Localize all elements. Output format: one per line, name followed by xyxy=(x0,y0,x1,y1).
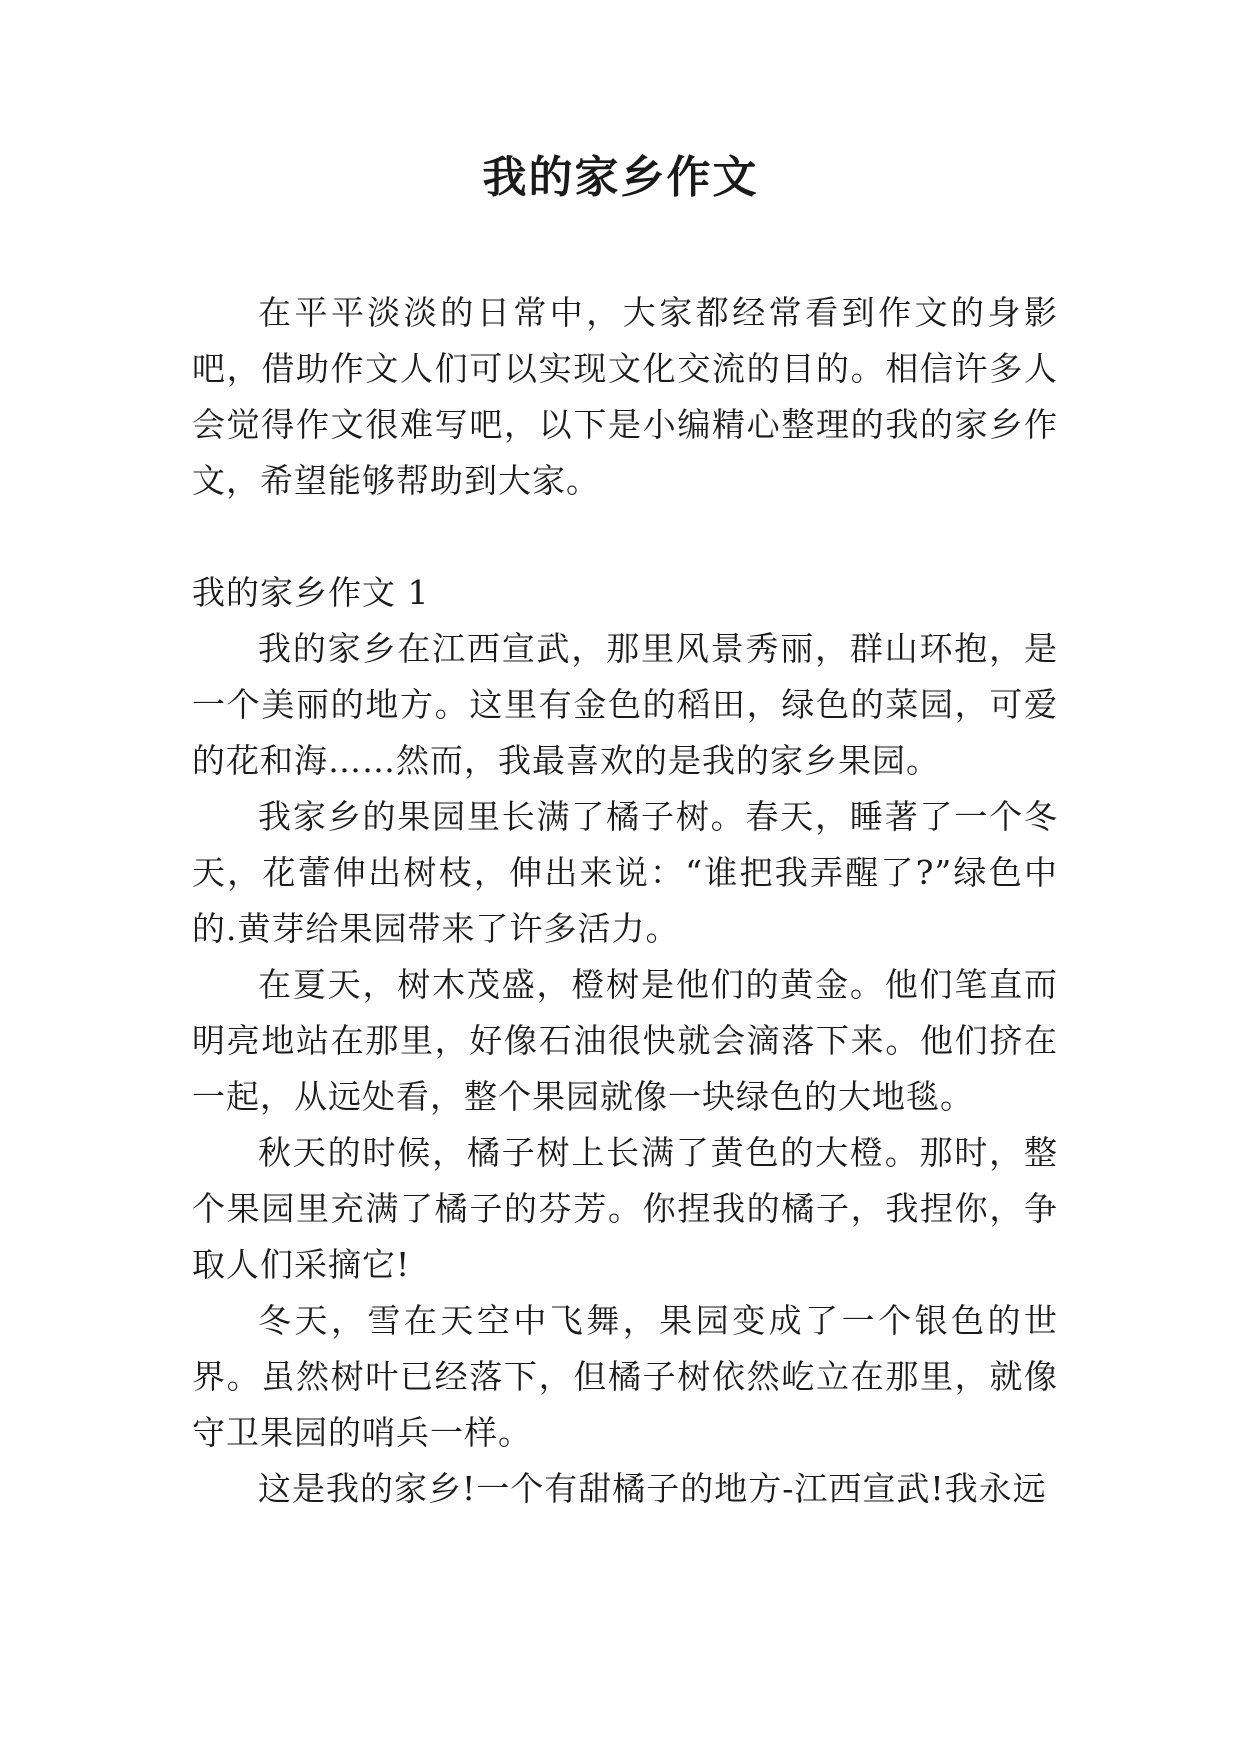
paragraph-hometown-intro: 我的家乡在江西宣武，那里风景秀丽，群山环抱，是一个美丽的地方。这里有金色的稻田，绿色的菜园，可爱的花和海……然而，我最喜欢的是我的家乡果园。 xyxy=(192,629,1058,780)
paragraph-winter: 冬天，雪在天空中飞舞，果园变成了一个银色的世界。虽然树叶已经落下，但橘子树依然屹立在那里，就像守卫果园的哨兵一样。 xyxy=(192,1301,1058,1452)
document-title: 我的家乡作文 xyxy=(482,152,759,203)
paragraph-autumn: 秋天的时候，橘子树上长满了黄色的大橙。那时，整个果园里充满了橘子的芬芳。你捏我的橘子，我捏你，争取人们采摘它! xyxy=(192,1133,1058,1284)
intro-paragraph: 在平平淡淡的日常中，大家都经常看到作文的身影吧，借助作文人们可以实现文化交流的目的。相信许多人会觉得作文很难写吧，以下是小编精心整理的我的家乡作文，希望能够帮助到大家。 xyxy=(192,293,1058,500)
paragraph-spring: 我家乡的果园里长满了橘子树。春天，睡著了一个冬天，花蕾伸出树枝，伸出来说：“谁把我弄醒了?”绿色中的.黄芽给果园带来了许多活力。 xyxy=(192,797,1058,948)
paragraph-conclusion: 这是我的家乡!一个有甜橘子的地方-江西宣武!我永远 xyxy=(258,1469,1047,1508)
document-body xyxy=(192,285,1058,1517)
paragraph-summer: 在夏天，树木茂盛，橙树是他们的黄金。他们笔直而明亮地站在那里，好像石油很快就会滴落下来。他们挤在一起，从远处看，整个果园就像一块绿色的大地毯。 xyxy=(192,965,1058,1116)
section-heading: 我的家乡作文 1 xyxy=(192,573,430,612)
